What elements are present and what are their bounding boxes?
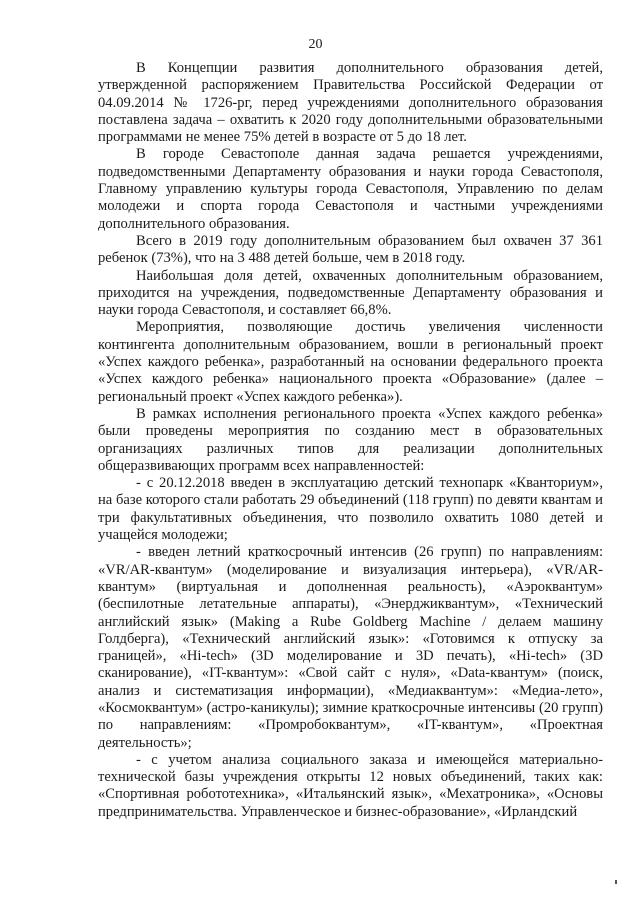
list-item-intensives: - введен летний краткосрочный интенсив (26 групп) по направлениям: «VR/AR-квантум» (моделирование и визуализация интерьера), «VR/AR-квантум» (виртуальная и дополненная реальность), «Аэроквантум» (беспилотные летательные аппараты), «Энерджиквантум», «Технический английский язык» (Making a Rube Goldberg Machine / делаем машину Голдберга), «Технический английский язык»: «Готовимся к отпуску за границей», «Hi-tech» (3D моделирование и 3D печать), «Hi-tech» (3D сканирование), «IT-квантум»: «Свой сайт с нуля», «Data-квантум» (поиск, анализ и систематизация информации), «Медиаквантум»: «Медиа-лето», «Космоквантум» (астро-каникулы); зимние краткосрочные интенсивы (20 групп) по направлениям: «Промробоквантум», «IT-квантум», «Проектная деятельность»; (98, 544, 603, 751)
paragraph-regional-project: Мероприятия, позволяющие достичь увеличения численности контингента дополнительным образованием, вошли в региональный проект «Успех каждого ребенка», разработанный на основании федерального проекта «Успех каждого ребенка» национального проекта «Образование» (далее – региональный проект «Успех каждого ребенка»). (98, 319, 603, 405)
scan-mark (615, 880, 617, 884)
paragraph-project-measures: В рамках исполнения регионального проекта «Успех каждого ребенка» были проведены мероприятия по созданию мест в образовательных организациях различных типов для реализации дополнительных общеразвивающих программ всех направленностей: (98, 405, 603, 474)
paragraph-concept: В Концепции развития дополнительного образования детей, утвержденной распоряжением Правительства Российской Федерации от 04.09.2014 № 1726-рг, перед учреждениями дополнительного образования поставлена задача – охватить к 2020 году дополнительными образовательными программами не менее 75% детей в возрасте от 5 до 18 лет. (98, 60, 603, 146)
paragraph-sevastopol-institutions: В городе Севастополе данная задача решается учреждениями, подведомственными Департаменту образования и науки города Севастополя, Главному управлению культуры города Севастополя, Управлению по делам молодежи и спорта города Севастополя и частными учреждениями дополнительного образования. (98, 146, 603, 232)
list-item-kvantorium: - с 20.12.2018 введен в эксплуатацию детский технопарк «Кванториум», на базе которого стали работать 29 объединений (118 групп) по девяти квантам и три факультативных объединения, что позволило охватить 1080 детей и учащейся молодежи; (98, 475, 603, 544)
paragraph-largest-share: Наибольшая доля детей, охваченных дополнительным образованием, приходится на учреждения, подведомственные Департаменту образования и науки города Севастополя, и составляет 66,8%. (98, 267, 603, 319)
page-number: 20 (308, 37, 323, 52)
document-body (98, 60, 603, 821)
list-item-new-associations: - с учетом анализа социального заказа и имеющейся материально-технической базы учреждения открыты 12 новых объединений, таких как: «Спортивная робототехника», «Итальянский язык», «Мехатроника», «Основы предпринимательства. Управленческое и бизнес-образование», «Ирландский (98, 751, 603, 820)
paragraph-coverage-2019: Всего в 2019 году дополнительным образованием был охвачен 37 361 ребенок (73%), что на 3 488 детей больше, чем в 2018 году. (98, 232, 603, 267)
